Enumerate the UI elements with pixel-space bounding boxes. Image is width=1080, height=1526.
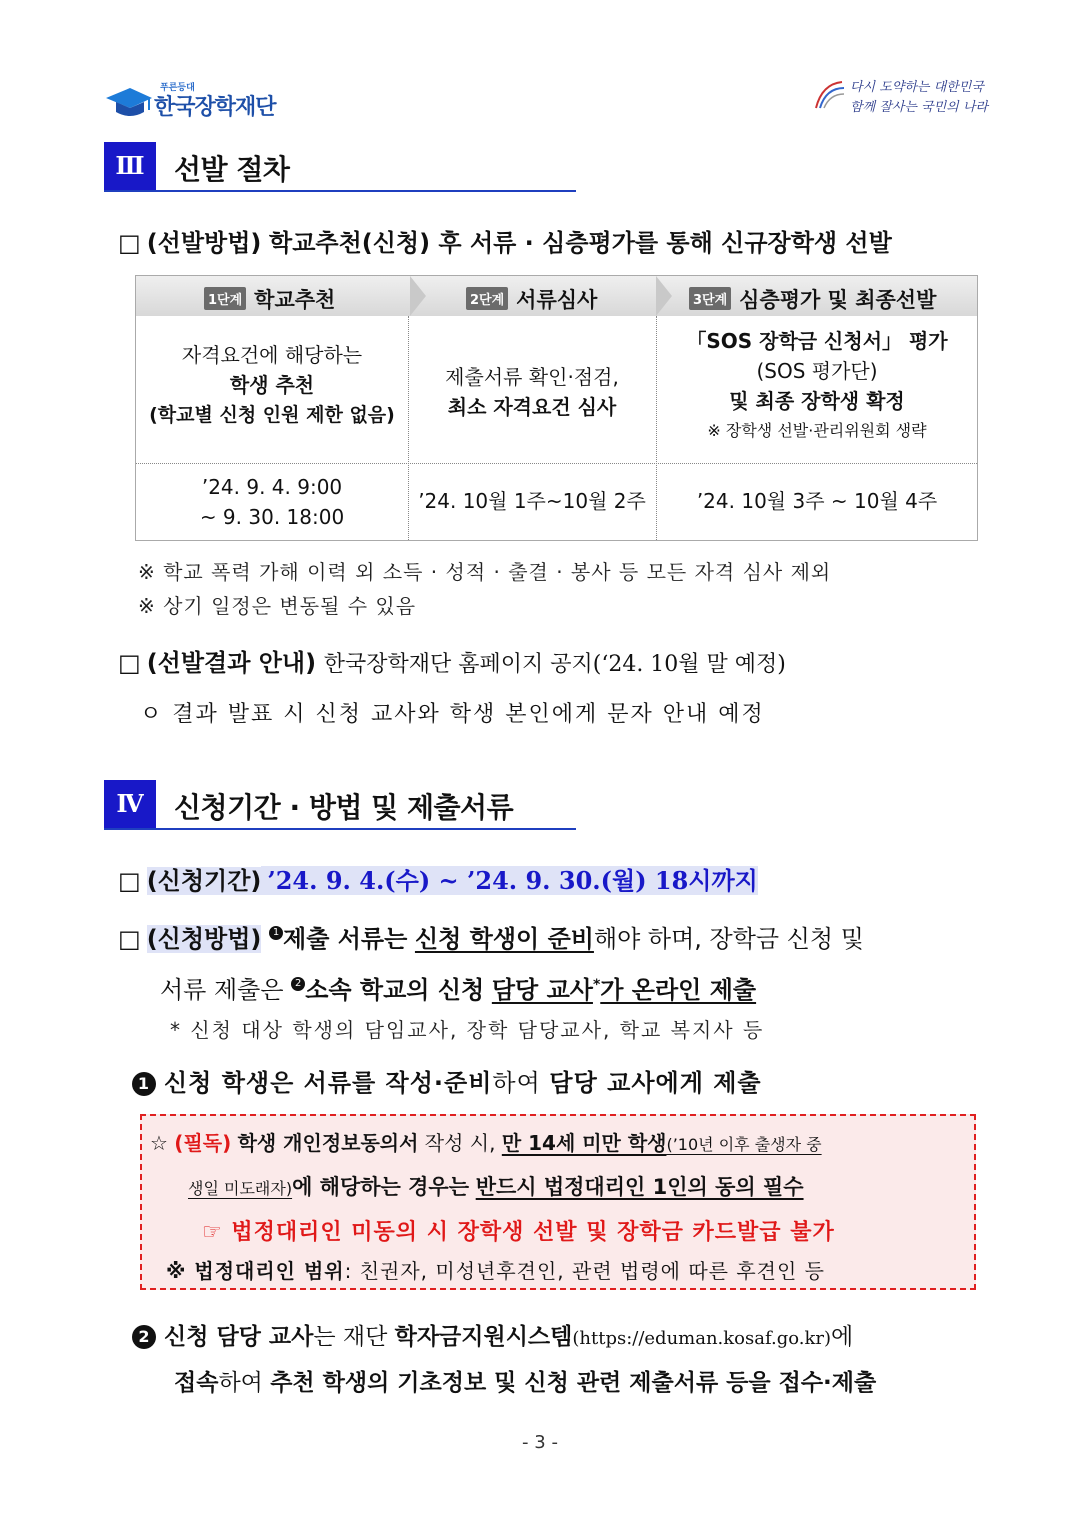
system-url: (https://eduman.kosaf.go.kr) [572, 1328, 832, 1349]
item-text: 하여 [218, 1370, 263, 1396]
method-footnote: * 신청 대상 학생의 담임교사, 장학 담당교사, 학교 복지사 등 [170, 1018, 765, 1042]
row-divider [136, 463, 977, 464]
period-label: (신청기간) [146, 867, 262, 895]
method-label: (신청방법) [146, 925, 262, 953]
step-item-2-line2 [174, 1368, 876, 1398]
step-1 [204, 284, 335, 314]
step-badge: 2단계 [466, 287, 508, 310]
desc-note: ※ 장학생 선발·관리위원회 생략 [707, 421, 927, 440]
date-line: ’24. 9. 4. 9:00 [201, 475, 343, 499]
logo-name: 한국장학재단 [154, 95, 276, 120]
desc-line: (학교별 신청 인원 제한 없음) [149, 404, 395, 426]
step3-description [656, 326, 978, 446]
desc-line: 자격요건에 해당하는 [181, 343, 363, 367]
item-bold: 담당 교사에게 제출 [549, 1069, 762, 1097]
step-item-2-line1 [132, 1322, 853, 1354]
application-period [118, 866, 758, 896]
warning-small: (’10년 이후 출생자 중 [666, 1135, 822, 1154]
step-3 [689, 284, 936, 314]
step-item-1 [132, 1068, 762, 1098]
method-label: (선발방법) [146, 229, 262, 257]
checkbox-symbol: □ [118, 925, 141, 953]
step-badge: 3단계 [689, 287, 731, 310]
warning-underline: 만 14세 미만 학생 [501, 1131, 667, 1155]
section4-header [104, 780, 576, 830]
number-1-icon: 1 [132, 1072, 156, 1096]
desc-line: 최소 자격요건 심사 [447, 395, 617, 419]
section4-title: 신청기간 · 방법 및 제출서류 [174, 791, 514, 824]
step-badge: 1단계 [204, 287, 246, 310]
item-bold: 신청 학생은 서류를 작성·준비 [164, 1069, 493, 1097]
selection-method [118, 228, 892, 258]
item-text: 하여 [492, 1069, 541, 1097]
warning-line2 [188, 1172, 804, 1204]
period-text: ’24. 9. 4.(수) ~ ’24. 9. 30.(월) 18시까지 [261, 866, 757, 895]
step-label: 학교추천 [254, 288, 336, 312]
arrow-icon [410, 276, 426, 316]
warning-underline: 반드시 법정대리인 1인의 동의 필수 [475, 1175, 804, 1199]
section3-title: 선발 절차 [174, 153, 290, 186]
method-text: 서류 제출은 [160, 976, 284, 1004]
star-icon: ☆ [150, 1131, 168, 1155]
result-sub: ㅇ 결과 발표 시 신청 교사와 학생 본인에게 문자 안내 예정 [140, 702, 765, 727]
scope-text: : 친권자, 미성년후견인, 관련 법령에 따른 후견인 등 [344, 1259, 825, 1283]
desc-line: 제출서류 확인·점검, [445, 365, 619, 389]
selection-result [118, 648, 786, 680]
arrow-icon [656, 276, 672, 316]
section3-number: Ⅲ [104, 142, 156, 190]
number-2-icon: 2 [291, 977, 305, 991]
page-number: - 3 - [522, 1432, 558, 1453]
logo-tagline: 푸른등대 [160, 83, 195, 93]
step1-date [136, 472, 408, 532]
graduation-cap-icon [104, 86, 154, 120]
number-1-icon: 1 [269, 926, 283, 940]
date-line: ~ 9. 30. 18:00 [199, 505, 345, 529]
method-text: 학교추천(신청) 후 서류 · 심층평가를 통해 신규장학생 선발 [269, 229, 892, 257]
warning-line1 [150, 1128, 822, 1160]
method-text: 해야 하며, 장학금 신청 및 [593, 925, 864, 953]
warning-red-line: ☞ 법정대리인 미동의 시 장학생 선발 및 장학금 카드발급 불가 [202, 1220, 835, 1245]
warning-bold: 에 해당하는 경우는 [292, 1175, 469, 1199]
number-2-icon: 2 [132, 1325, 156, 1349]
item-bold: 접속 [174, 1370, 219, 1396]
slogan-line2: 함께 잘사는 국민의 나라 [850, 100, 988, 115]
warning-small: 생일 미도래자) [188, 1179, 293, 1198]
result-text: 한국장학재단 홈페이지 공지(‘24. 10월 말 예정) [323, 652, 786, 677]
item-bold: 신청 담당 교사 [164, 1324, 314, 1350]
application-method-line2 [160, 970, 756, 1005]
item-text: 는 재단 [313, 1324, 388, 1350]
process-table [135, 275, 978, 541]
step1-description [136, 340, 408, 430]
item-bold: 학자금지원시스템 [394, 1324, 573, 1350]
section4-number: Ⅳ [104, 780, 156, 828]
step2-description [408, 362, 656, 422]
desc-line: 「SOS 장학금 신청서」 평가 [686, 329, 948, 353]
footnote-marker: * [592, 977, 601, 993]
application-method-line1 [118, 924, 864, 954]
checkbox-symbol: □ [118, 867, 141, 895]
step-2 [466, 284, 597, 314]
warning-box [140, 1114, 976, 1290]
section3-header [104, 142, 576, 192]
result-label: (선발결과 안내) [146, 649, 317, 677]
note-1: ※ 학교 폭력 가해 이력 외 소득 · 성적 · 출결 · 봉사 등 모든 자격 심사 제외 [138, 560, 832, 584]
desc-line: 학생 추천 [229, 373, 315, 397]
note-2: ※ 상기 일정은 변동될 수 있음 [138, 594, 417, 618]
desc-line: (SOS 평가단) [756, 359, 878, 383]
method-underline: 가 온라인 제출 [600, 976, 757, 1004]
checkbox-symbol: □ [118, 229, 141, 257]
method-underline: 신청 학생이 준비 [414, 925, 594, 953]
method-bold: 제출 서류는 [283, 925, 408, 953]
method-underline: 담당 교사 [491, 976, 593, 1004]
ribbon-icon [812, 78, 846, 112]
slogan-line1: 다시 도약하는 대한민국 [850, 80, 984, 95]
checkbox-symbol: □ [118, 649, 141, 677]
step2-date: ’24. 10월 1주~10월 2주 [418, 489, 646, 513]
kosaf-logo [104, 80, 274, 124]
scope-label: ※ 법정대리인 범위 [166, 1259, 345, 1283]
warning-label: (필독) [174, 1131, 232, 1155]
warning-bold: 학생 개인정보동의서 [237, 1131, 419, 1155]
item-bold: 추천 학생의 기초정보 및 신청 관련 제출서류 등을 접수·제출 [270, 1370, 877, 1396]
step-label: 심층평가 및 최종선발 [739, 288, 937, 312]
step3-date: ’24. 10월 3주 ~ 10월 4주 [696, 489, 938, 513]
method-bold: 소속 학교의 신청 [305, 976, 485, 1004]
desc-line: 및 최종 장학생 확정 [729, 389, 905, 413]
step-label: 서류심사 [516, 288, 598, 312]
government-slogan [812, 76, 992, 118]
warning-text: 작성 시, [424, 1131, 496, 1155]
item-text: 에 [831, 1324, 854, 1350]
warning-scope [166, 1256, 825, 1286]
